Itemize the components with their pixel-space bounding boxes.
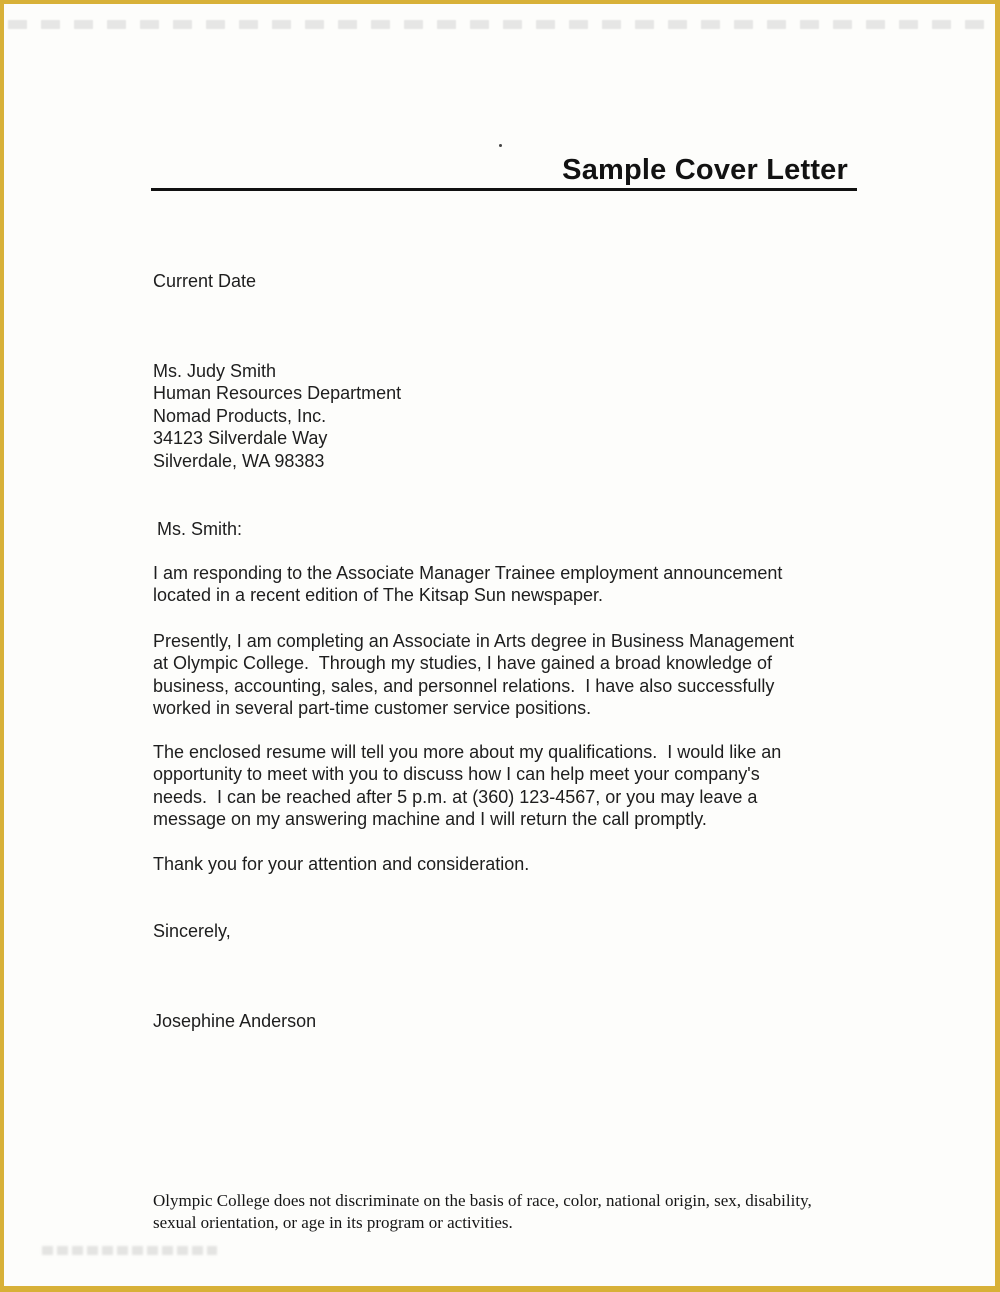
page-title: Sample Cover Letter [562, 154, 848, 186]
date-line [153, 270, 256, 292]
salutation [157, 518, 242, 540]
scan-artifact-ribbon [8, 20, 991, 29]
footer-line: Olympic College does not discriminate on the basis of race, color, national origin, sex, disability, [153, 1191, 812, 1210]
paragraph-line: needs. I can be reached after 5 p.m. at (360) 123-4567, or you may leave a [153, 786, 758, 807]
paragraph-line: The enclosed resume will tell you more about my qualifications. I would like an [153, 742, 782, 762]
paragraph-line: message on my answering machine and I will return the call promptly. [153, 809, 707, 830]
signature-text: Josephine Anderson [153, 1011, 317, 1031]
recipient-line: Nomad Products, Inc. [153, 405, 327, 426]
paragraph-line: located in a recent edition of The Kitsap Sun newspaper. [153, 585, 603, 606]
paragraph-4 [153, 853, 529, 875]
closing [153, 920, 231, 942]
paragraph-line: business, accounting, sales, and personnel relations. I have also successfully [153, 675, 775, 696]
recipient-line: Silverdale, WA 98383 [153, 450, 325, 471]
paragraph-1 [153, 562, 782, 607]
paragraph-2 [153, 630, 794, 720]
recipient-address [153, 360, 401, 472]
closing-text: Sincerely, [153, 921, 231, 941]
recipient-line: Human Resources Department [153, 383, 402, 404]
signature-name [153, 1010, 316, 1032]
paragraph-3 [153, 741, 781, 831]
paragraph-line: opportunity to meet with you to discuss how I can help meet your company's [153, 764, 760, 785]
recipient-line: 34123 Silverdale Way [153, 428, 328, 449]
watermark-smudge [42, 1246, 217, 1255]
footer-line: sexual orientation, or age in its program or activities. [153, 1213, 513, 1233]
paragraph-line: Thank you for your attention and consideration. [153, 854, 530, 874]
salutation-text: Ms. Smith: [157, 519, 243, 539]
stray-dot-artifact [499, 144, 502, 147]
title-underline [151, 188, 857, 191]
date-text: Current Date [153, 271, 257, 291]
paragraph-line: worked in several part-time customer service positions. [153, 698, 592, 719]
paragraph-line: I am responding to the Associate Manager Trainee employment announcement [153, 563, 783, 583]
footer-disclaimer [153, 1190, 812, 1235]
paragraph-line: at Olympic College. Through my studies, I have gained a broad knowledge of [153, 653, 773, 674]
recipient-line: Ms. Judy Smith [153, 361, 277, 381]
paragraph-line: Presently, I am completing an Associate in Arts degree in Business Management [153, 631, 795, 651]
